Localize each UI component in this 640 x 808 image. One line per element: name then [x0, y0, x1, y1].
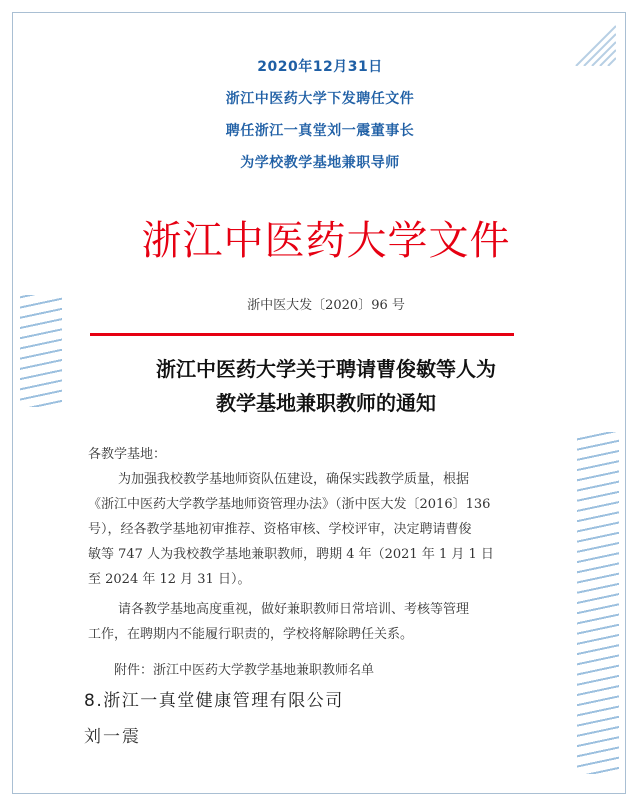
paragraph-1-line: 为加强我校教学基地师资队伍建设，确保实践教学质量，根据 — [118, 472, 470, 487]
right-stripes-decoration — [577, 432, 619, 774]
paragraph-2-line: 工作，在聘期内不能履行职责的，学校将解除聘任关系。 — [88, 627, 414, 642]
paragraph-2-line: 请各教学基地高度重视，做好兼职教师日常培训、考核等管理 — [118, 602, 470, 617]
header-date: 2020年12月31日 — [257, 59, 383, 75]
header-line-2: 聘任浙江一真堂刘一震董事长 — [225, 123, 415, 139]
header-line-1: 浙江中医药大学下发聘任文件 — [225, 91, 415, 107]
official-document-image — [84, 195, 568, 683]
notice-title-line-2: 教学基地兼职教师的通知 — [216, 391, 436, 415]
document-title: 浙江中医药大学文件 — [141, 218, 511, 264]
attachment-note: 附件：浙江中医药大学教学基地兼职教师名单 — [114, 663, 375, 678]
red-divider-line — [90, 333, 514, 336]
list-entry: 8.浙江一真堂健康管理有限公司 — [84, 691, 344, 711]
paragraph-1-line: 号），经各教学基地初审推荐、资格审核、学校评审，决定聘请曹俊 — [88, 522, 472, 537]
left-stripes-decoration — [20, 295, 62, 407]
document-number: 浙中医大发〔2020〕96 号 — [247, 298, 405, 313]
notice-title-line-1: 浙江中医药大学关于聘请曹俊敏等人为 — [156, 357, 496, 381]
paragraph-1-line: 至 2024 年 12 月 31 日）。 — [88, 572, 251, 587]
paragraph-1-line: 《浙江中医药大学教学基地师资管理办法》（浙中医大发〔2016〕136 — [88, 497, 491, 512]
paragraph-1-line: 敏等 747 人为我校教学基地兼职教师，聘期 4 年（2021 年 1 月 1 日 — [88, 547, 494, 562]
header-line-3: 为学校教学基地兼职导师 — [240, 155, 400, 171]
salutation: 各教学基地： — [88, 447, 167, 462]
list-entry-name: 刘一震 — [84, 727, 141, 747]
